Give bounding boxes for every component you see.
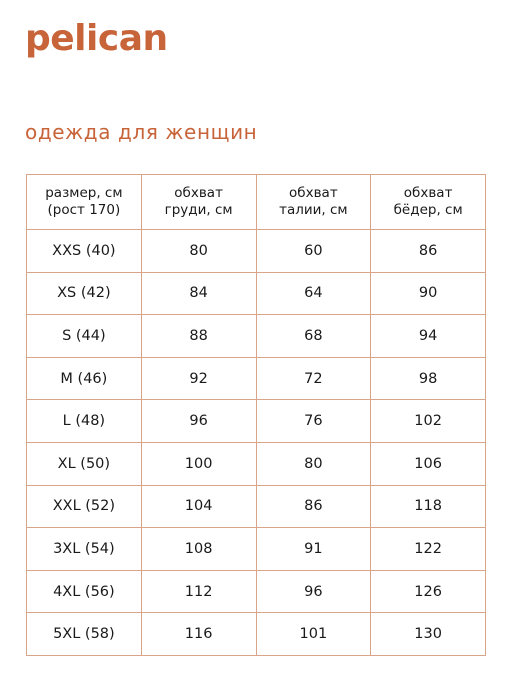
hips-cell: 126 <box>371 570 486 613</box>
size-chart-table <box>26 174 486 656</box>
chest-cell: 80 <box>141 230 256 273</box>
table-row <box>27 315 486 358</box>
table-row <box>27 272 486 315</box>
header-size-line2: (рост 170) <box>47 202 121 218</box>
hips-cell: 98 <box>371 357 486 400</box>
size-cell: S (44) <box>27 315 142 358</box>
chest-cell: 112 <box>141 570 256 613</box>
table-header-row <box>27 175 486 230</box>
header-waist-line1: обхват <box>289 185 338 201</box>
chest-cell: 92 <box>141 357 256 400</box>
header-size-line1: размер, см <box>45 185 123 201</box>
hips-cell: 106 <box>371 442 486 485</box>
table-row <box>27 485 486 528</box>
page-subtitle: одежда для женщин <box>25 120 258 144</box>
size-cell: XXS (40) <box>27 230 142 273</box>
size-cell: XL (50) <box>27 442 142 485</box>
hips-cell: 122 <box>371 528 486 571</box>
hips-cell: 86 <box>371 230 486 273</box>
chest-cell: 116 <box>141 613 256 656</box>
header-chest <box>141 175 256 230</box>
waist-cell: 86 <box>256 485 371 528</box>
table-row <box>27 230 486 273</box>
header-chest-line2: груди, см <box>164 202 233 218</box>
header-waist-line2: талии, см <box>279 202 348 218</box>
hips-cell: 90 <box>371 272 486 315</box>
size-cell: L (48) <box>27 400 142 443</box>
hips-cell: 94 <box>371 315 486 358</box>
waist-cell: 91 <box>256 528 371 571</box>
header-waist <box>256 175 371 230</box>
waist-cell: 101 <box>256 613 371 656</box>
hips-cell: 102 <box>371 400 486 443</box>
chest-cell: 104 <box>141 485 256 528</box>
size-cell: 3XL (54) <box>27 528 142 571</box>
header-hips <box>371 175 486 230</box>
chest-cell: 96 <box>141 400 256 443</box>
table-row <box>27 400 486 443</box>
pelican-logo: pelican <box>25 18 168 59</box>
header-hips-line1: обхват <box>403 185 453 201</box>
table-row <box>27 442 486 485</box>
table-row <box>27 613 486 656</box>
size-cell: 4XL (56) <box>27 570 142 613</box>
waist-cell: 96 <box>256 570 371 613</box>
chest-cell: 108 <box>141 528 256 571</box>
size-cell: XS (42) <box>27 272 142 315</box>
waist-cell: 68 <box>256 315 371 358</box>
waist-cell: 72 <box>256 357 371 400</box>
size-cell: 5XL (58) <box>27 613 142 656</box>
waist-cell: 64 <box>256 272 371 315</box>
chest-cell: 88 <box>141 315 256 358</box>
size-cell: XXL (52) <box>27 485 142 528</box>
header-hips-line2: бёдер, см <box>393 202 463 218</box>
hips-cell: 118 <box>371 485 486 528</box>
waist-cell: 76 <box>256 400 371 443</box>
hips-cell: 130 <box>371 613 486 656</box>
table-row <box>27 357 486 400</box>
waist-cell: 80 <box>256 442 371 485</box>
header-chest-line1: обхват <box>174 185 223 201</box>
chest-cell: 84 <box>141 272 256 315</box>
table-row <box>27 528 486 571</box>
table-row <box>27 570 486 613</box>
waist-cell: 60 <box>256 230 371 273</box>
header-size <box>27 175 142 230</box>
size-cell: M (46) <box>27 357 142 400</box>
chest-cell: 100 <box>141 442 256 485</box>
